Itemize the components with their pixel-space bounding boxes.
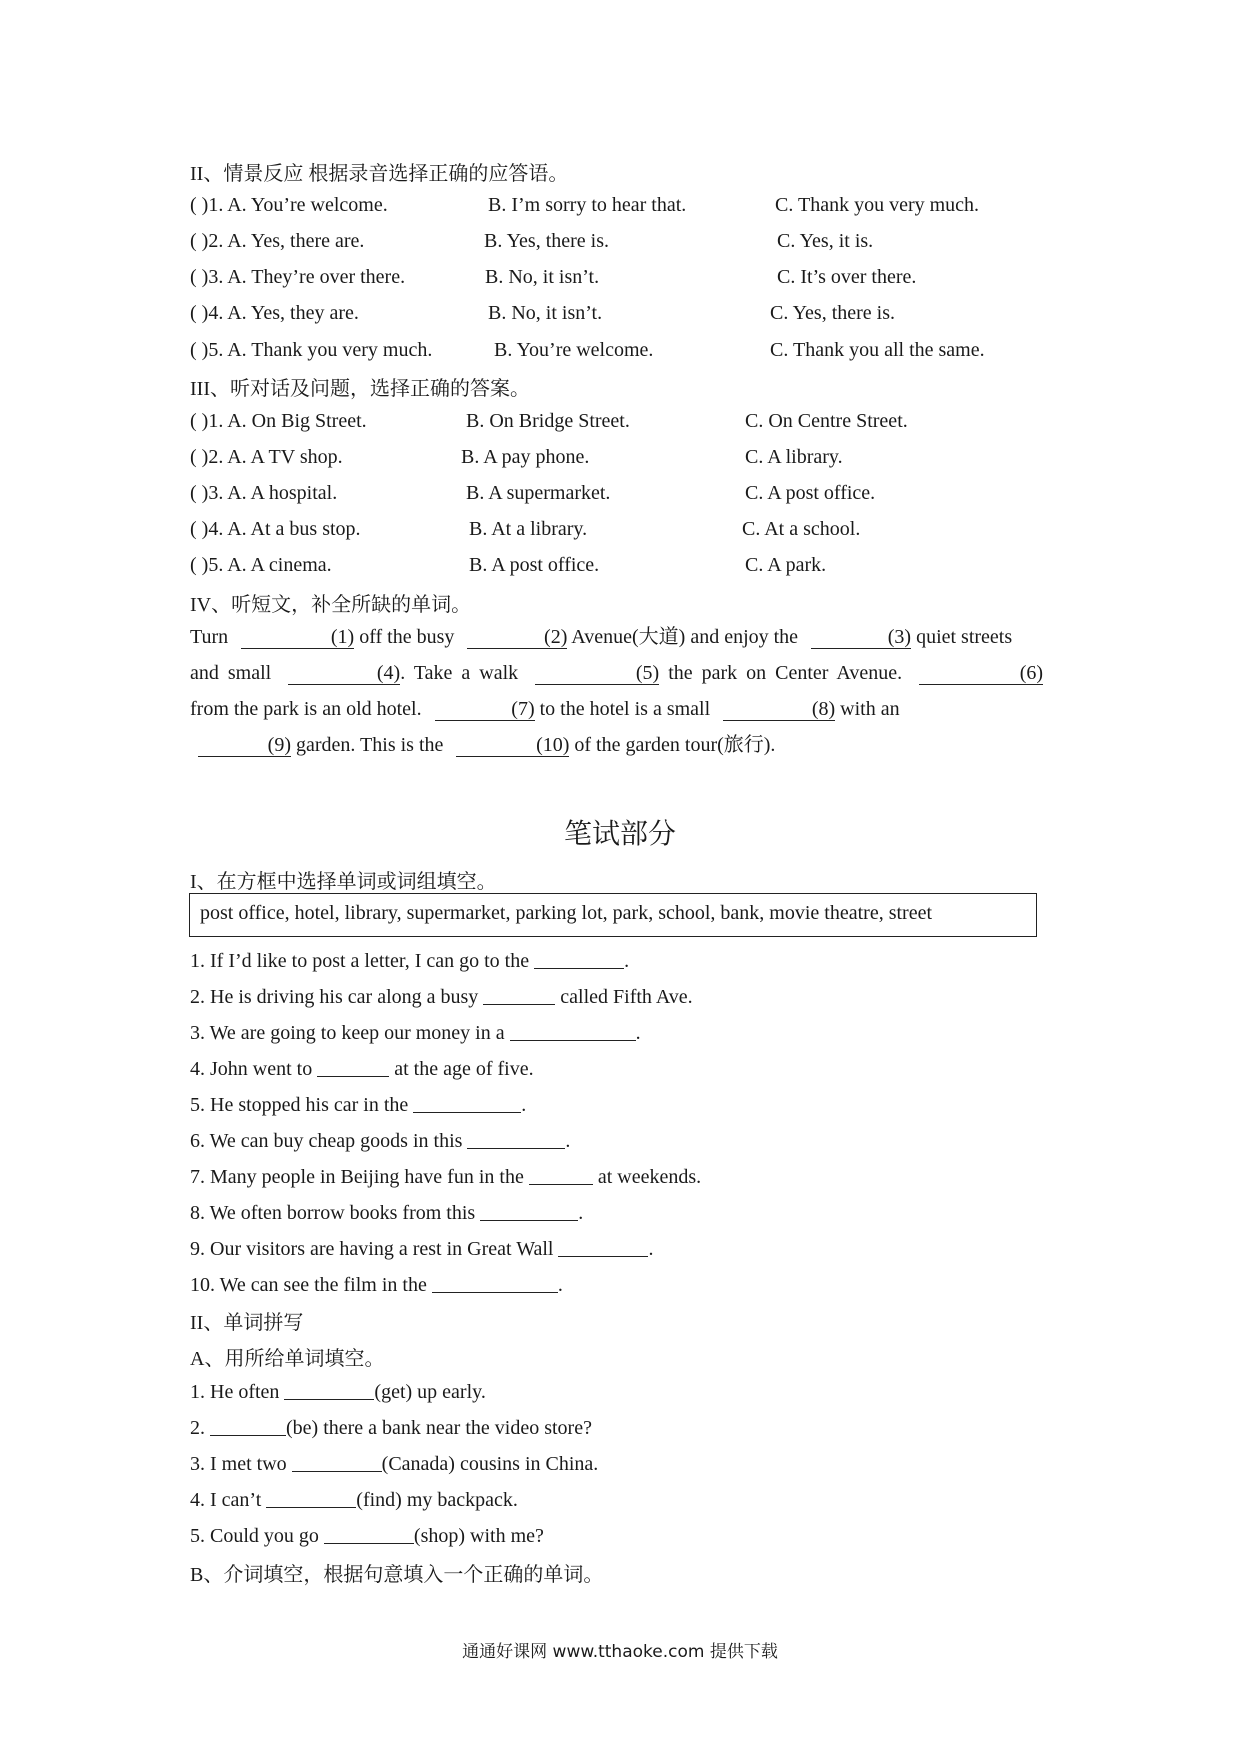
- option-a: ( )1. A. On Big Street.: [190, 410, 367, 432]
- option-c: C. Thank you all the same.: [770, 339, 985, 361]
- answer-blank: [534, 948, 624, 969]
- text: Turn: [190, 626, 229, 648]
- page-footer: 通通好课网 www.tthaoke.com 提供下载: [462, 1642, 778, 1662]
- text: garden. This is the: [296, 734, 444, 756]
- cloze-line-1: [190, 624, 1012, 650]
- option-a: ( )4. A. At a bus stop.: [190, 518, 361, 540]
- option-c: C. It’s over there.: [777, 266, 917, 288]
- item-text: at weekends.: [597, 1166, 702, 1188]
- fill-item: [190, 1379, 486, 1405]
- item-text: called Fifth Ave.: [560, 986, 693, 1008]
- fill-item: [190, 1415, 592, 1441]
- option-c: C. A post office.: [745, 482, 876, 504]
- option-b: B. No, it isn’t.: [488, 302, 603, 324]
- item-text: 2. He is driving his car along a busy: [190, 986, 479, 1008]
- option-b: B. A post office.: [469, 554, 600, 576]
- section-3-heading: III、听对话及问题，选择正确的答案。: [190, 378, 530, 400]
- item-text: .: [521, 1094, 527, 1116]
- fill-item: [190, 1020, 641, 1046]
- written-section-2a-heading: A、用所给单词填空。: [190, 1348, 385, 1370]
- answer-blank: [432, 1272, 558, 1293]
- text: . Take a walk: [400, 662, 519, 684]
- text: from the park is an old hotel.: [190, 698, 422, 720]
- item-text: .: [578, 1202, 584, 1224]
- option-b: B. No, it isn’t.: [485, 266, 600, 288]
- item-text: 10. We can see the film in the: [190, 1274, 427, 1296]
- option-b: B. You’re welcome.: [494, 339, 654, 361]
- fill-item: [190, 1272, 563, 1298]
- blank-5: (5): [535, 662, 659, 685]
- written-part-title: 笔试部分: [563, 819, 676, 850]
- item-text: .: [635, 1022, 641, 1044]
- word-bank-box: [189, 893, 1037, 937]
- item-text: .: [565, 1130, 571, 1152]
- item-text: 4. I can’t: [190, 1489, 262, 1511]
- item-text: 8. We often borrow books from this: [190, 1202, 476, 1224]
- option-a: ( )2. A. Yes, there are.: [190, 230, 365, 252]
- answer-blank: [210, 1415, 286, 1436]
- option-a: ( )2. A. A TV shop.: [190, 446, 343, 468]
- item-text: 4. John went to: [190, 1058, 313, 1080]
- written-section-2-heading: II、单词拼写: [190, 1312, 304, 1334]
- fill-item: [190, 1487, 518, 1513]
- option-b: B. At a library.: [469, 518, 588, 540]
- option-b: B. A supermarket.: [466, 482, 611, 504]
- item-text: 3. I met two: [190, 1453, 287, 1475]
- answer-blank: [284, 1379, 374, 1400]
- option-c: C. At a school.: [742, 518, 861, 540]
- option-c: C. Thank you very much.: [775, 194, 980, 216]
- item-text: (shop) with me?: [413, 1525, 544, 1547]
- option-b: B. Yes, there is.: [484, 230, 610, 252]
- fill-item: [190, 1236, 653, 1262]
- answer-blank: [510, 1020, 636, 1041]
- fill-item: [190, 1056, 534, 1082]
- text: Avenue(大道) and enjoy the: [571, 626, 799, 648]
- option-b: B. I’m sorry to hear that.: [488, 194, 687, 216]
- answer-blank: [324, 1523, 414, 1544]
- blank-1: (1): [241, 626, 354, 649]
- option-c: C. A library.: [745, 446, 843, 468]
- section-4-heading: IV、听短文，补全所缺的单词。: [190, 594, 472, 616]
- answer-blank: [558, 1236, 648, 1257]
- item-text: 9. Our visitors are having a rest in Great Wall: [190, 1238, 554, 1260]
- fill-item: [190, 1164, 701, 1190]
- section-2-heading: II、情景反应 根据录音选择正确的应答语。: [190, 163, 569, 185]
- item-text: 2.: [190, 1417, 205, 1439]
- item-text: 1. If I’d like to post a letter, I can go to the: [190, 950, 530, 972]
- answer-blank: [529, 1164, 593, 1185]
- item-text: 5. He stopped his car in the: [190, 1094, 409, 1116]
- option-c: C. Yes, it is.: [777, 230, 874, 252]
- word-bank: post office, hotel, library, supermarket, parking lot, park, school, bank, movie theatre, street: [200, 902, 933, 924]
- blank-4: (4): [288, 662, 400, 685]
- item-text: .: [648, 1238, 654, 1260]
- text: of the garden tour(旅行).: [574, 734, 776, 756]
- answer-blank: [483, 984, 555, 1005]
- cloze-line-3: [190, 696, 900, 722]
- fill-item: [190, 1092, 526, 1118]
- blank-10: (10): [456, 734, 569, 757]
- blank-3: (3): [811, 626, 911, 649]
- cloze-line-4: [198, 732, 775, 758]
- fill-item: [190, 1523, 544, 1549]
- blank-6: (6): [919, 662, 1043, 685]
- option-c: C. Yes, there is.: [770, 302, 896, 324]
- answer-blank: [266, 1487, 356, 1508]
- item-text: (find) my backpack.: [356, 1489, 518, 1511]
- answer-blank: [467, 1128, 565, 1149]
- option-a: ( )5. A. Thank you very much.: [190, 339, 433, 361]
- answer-blank: [317, 1056, 389, 1077]
- text: the park on Center Avenue.: [668, 662, 903, 684]
- option-a: ( )1. A. You’re welcome.: [190, 194, 388, 216]
- option-b: B. A pay phone.: [461, 446, 590, 468]
- text: quiet streets: [916, 626, 1013, 648]
- item-text: 3. We are going to keep our money in a: [190, 1022, 505, 1044]
- item-text: (be) there a bank near the video store?: [286, 1417, 592, 1439]
- answer-blank: [413, 1092, 521, 1113]
- option-a: ( )3. A. They’re over there.: [190, 266, 406, 288]
- item-text: (Canada) cousins in China.: [381, 1453, 599, 1475]
- cloze-line-2: [190, 660, 1043, 686]
- item-text: 5. Could you go: [190, 1525, 319, 1547]
- item-text: at the age of five.: [394, 1058, 534, 1080]
- item-text: .: [624, 950, 630, 972]
- fill-item: [190, 1128, 570, 1154]
- answer-blank: [292, 1451, 382, 1472]
- item-text: 6. We can buy cheap goods in this: [190, 1130, 463, 1152]
- text: and small: [190, 662, 272, 684]
- text: to the hotel is a small: [539, 698, 711, 720]
- blank-2: (2): [467, 626, 567, 649]
- answer-blank: [480, 1200, 578, 1221]
- text: off the busy: [359, 626, 455, 648]
- blank-8: (8): [723, 698, 835, 721]
- option-a: ( )5. A. A cinema.: [190, 554, 332, 576]
- fill-item: [190, 1200, 583, 1226]
- fill-item: [190, 1451, 598, 1477]
- item-text: .: [557, 1274, 563, 1296]
- item-text: 1. He often: [190, 1381, 280, 1403]
- item-text: (get) up early.: [374, 1381, 486, 1403]
- option-a: ( )4. A. Yes, they are.: [190, 302, 359, 324]
- written-section-1-heading: I、在方框中选择单词或词组填空。: [190, 871, 497, 893]
- option-b: B. On Bridge Street.: [466, 410, 630, 432]
- item-text: 7. Many people in Beijing have fun in the: [190, 1166, 524, 1188]
- option-a: ( )3. A. A hospital.: [190, 482, 338, 504]
- blank-7: (7): [435, 698, 535, 721]
- option-c: C. On Centre Street.: [745, 410, 908, 432]
- blank-9: (9): [198, 734, 291, 757]
- text: with an: [840, 698, 900, 720]
- written-section-2b-heading: B、介词填空，根据句意填入一个正确的单词。: [190, 1564, 604, 1586]
- option-c: C. A park.: [745, 554, 827, 576]
- fill-item: [190, 984, 693, 1010]
- fill-item: [190, 948, 629, 974]
